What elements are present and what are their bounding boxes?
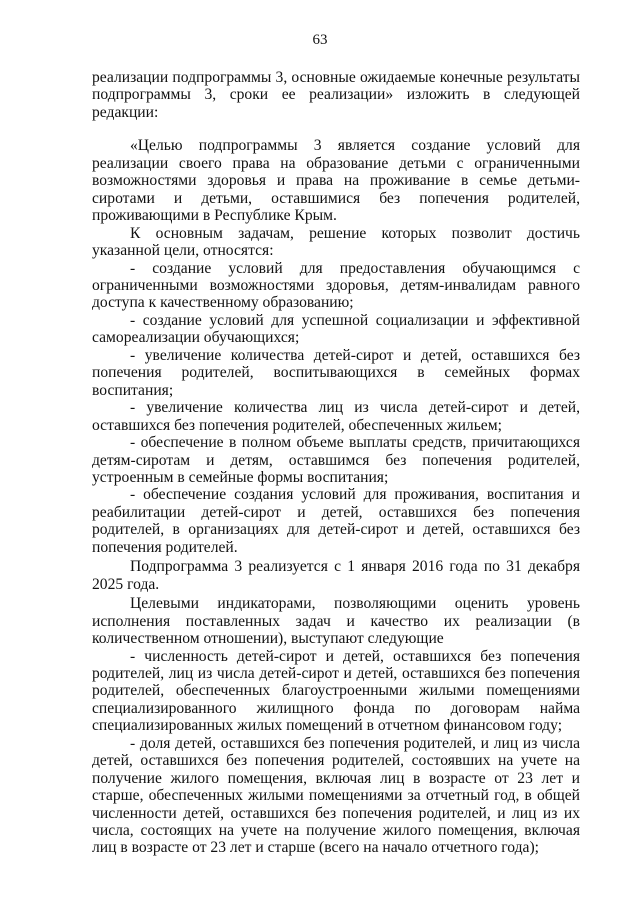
tasks-intro-paragraph: К основным задачам, решение которых позволит достичь указанной цели, относятся: xyxy=(92,224,580,260)
goal-paragraph: «Целью подпрограммы 3 является создание условий для реализации своего права на образование детьми с ограниченными возможностями здоровья и права на проживание в семье детьми-сиротами и детьми, оставшимися без попечения родителей, проживающими в Республике Крым. xyxy=(92,137,580,225)
page-number: 63 xyxy=(312,32,328,48)
indicator-item-1: - численность детей-сирот и детей, оставшихся без попечения родителей, лиц из числа детей-сирот и детей, оставшихся без попечения родителей, обеспеченных благоустроенными жилыми помещениями специализированного жилищного фонда по договорам найма специализированных жилых помещений в отчетном финансовом году; xyxy=(92,647,580,735)
period-paragraph: Подпрограмма 3 реализуется с 1 января 2016 года по 31 декабря 2025 года. xyxy=(92,558,580,593)
document-body xyxy=(92,69,580,857)
task-item-1: - создание условий для предоставления обучающимся с ограниченными возможностями здоровья, детям-инвалидам равного доступа к качественному образованию; xyxy=(92,259,580,312)
intro-paragraph: реализации подпрограммы 3, основные ожидаемые конечные результаты подпрограммы 3, сроки ее реализации» изложить в следующей редакции: xyxy=(92,69,580,121)
task-item-4: - увеличение количества лиц из числа детей-сирот и детей, оставшихся без попечения родителей, обеспеченных жильем; xyxy=(92,399,580,434)
indicator-item-2: - доля детей, оставшихся без попечения родителей, и лиц из числа детей, оставшихся без попечения родителей, состоявших на учете на получение жилого помещения, включая лиц в возрасте от 23 лет и старше, обеспеченных жилыми помещениями за отчетный год, в общей численности детей, оставшихся без попечения родителей, и лиц из их числа, состоящих на учете на получение жилого помещения, включая лиц в возрасте от 23 лет и старше (всего на начало отчетного года); xyxy=(92,734,580,857)
task-item-3: - увеличение количества детей-сирот и детей, оставшихся без попечения родителей, воспитывающихся в семейных формах воспитания; xyxy=(92,346,580,399)
indicators-intro-paragraph: Целевыми индикаторами, позволяющими оценить уровень исполнения поставленных задач и качество их реализации (в количественном отношении), выступают следующие xyxy=(92,595,580,648)
task-item-5: - обеспечение в полном объеме выплаты средств, причитающихся детям-сиротам и детям, оставшимся без попечения родителей, устроенным в семейные формы воспитания; xyxy=(92,434,580,486)
task-item-6: - обеспечение создания условий для проживания, воспитания и реабилитации детей-сирот и детей, оставшихся без попечения родителей, в организациях для детей-сирот и детей, оставшихся без попечения родителей. xyxy=(92,486,580,556)
task-item-2: - создание условий для успешной социализации и эффективной самореализации обучающихся; xyxy=(92,311,580,347)
